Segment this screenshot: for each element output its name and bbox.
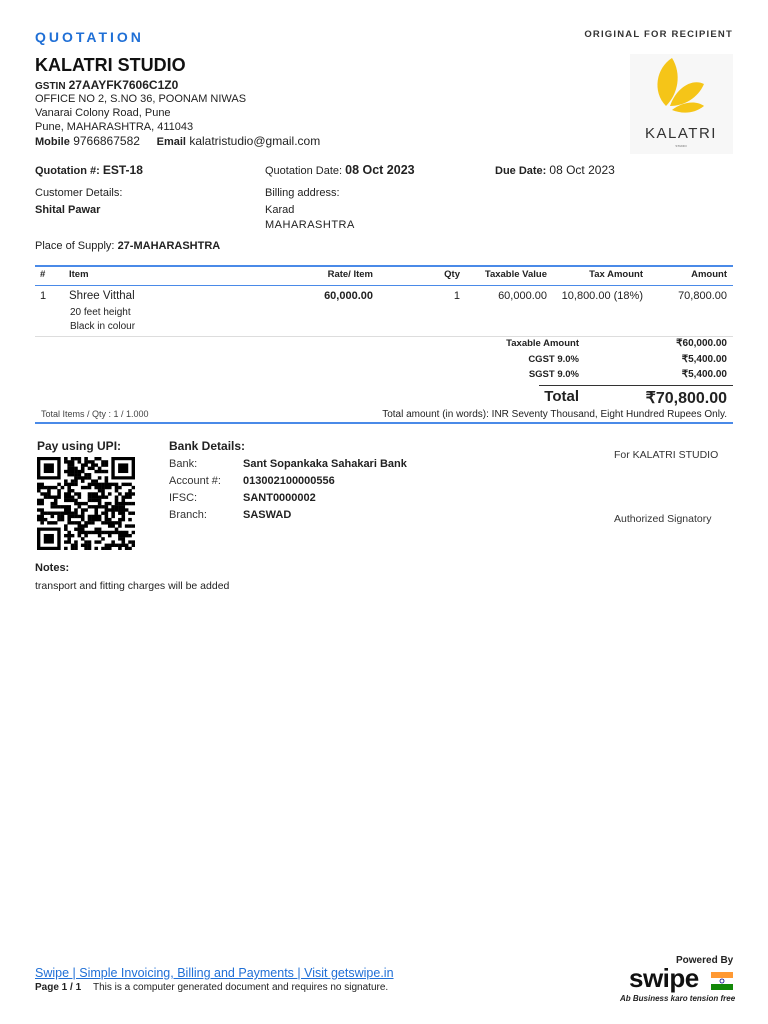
row-qty: 1 bbox=[453, 290, 460, 302]
taxable-amount-value: ₹60,000.00 bbox=[676, 338, 727, 349]
place-of-supply bbox=[35, 240, 220, 252]
powered-by-label: Powered By bbox=[676, 955, 734, 966]
copy-label: ORIGINAL FOR RECIPIENT bbox=[584, 29, 733, 40]
taxable-amount-label: Taxable Amount bbox=[506, 338, 579, 349]
total-value: ₹70,800.00 bbox=[645, 390, 727, 407]
sgst-label: SGST 9.0% bbox=[528, 369, 579, 380]
customer-name: Shital Pawar bbox=[35, 204, 101, 216]
swipe-brand-logo: swipe bbox=[629, 963, 699, 993]
table-row-rule bbox=[35, 336, 733, 337]
header-qty: Qty bbox=[444, 269, 460, 280]
sgst-value: ₹5,400.00 bbox=[681, 369, 727, 380]
row-taxable-value: 60,000.00 bbox=[498, 290, 547, 302]
company-name: KALATRI STUDIO bbox=[35, 55, 186, 75]
row-number: 1 bbox=[40, 290, 47, 302]
email-value: kalatristudio@gmail.com bbox=[189, 134, 321, 148]
address-line: Pune, MAHARASHTRA, 411043 bbox=[35, 121, 194, 133]
due-date-label: Due Date: bbox=[495, 165, 547, 177]
header-taxable-value: Taxable Value bbox=[484, 269, 547, 280]
place-of-supply-value: 27-MAHARASHTRA bbox=[117, 240, 221, 252]
notes-text: transport and fitting charges will be added bbox=[35, 580, 230, 592]
generated-document-note: This is a computer generated document and requires no signature. bbox=[93, 982, 389, 993]
company-logo bbox=[630, 54, 733, 154]
row-item-desc: 20 feet height bbox=[70, 307, 131, 318]
quotation-number-value: EST-18 bbox=[102, 163, 143, 177]
table-header-rule bbox=[35, 285, 733, 286]
address-line: Vanarai Colony Road, Pune bbox=[35, 107, 171, 119]
quotation-number-label: Quotation #: bbox=[35, 165, 100, 177]
due-date bbox=[495, 163, 615, 177]
india-flag-icon bbox=[711, 972, 733, 990]
upi-qr-code bbox=[37, 457, 135, 550]
account-value: 013002100000556 bbox=[243, 475, 335, 487]
row-amount: 70,800.00 bbox=[678, 290, 727, 302]
place-of-supply-label: Place of Supply: bbox=[35, 240, 115, 252]
billing-address-line: Karad bbox=[265, 204, 295, 216]
swipe-tagline: Ab Business karo tension free bbox=[620, 994, 736, 1003]
header-tax-amount: Tax Amount bbox=[589, 269, 643, 280]
due-date-value: 08 Oct 2023 bbox=[549, 163, 615, 177]
ifsc-label: IFSC: bbox=[169, 492, 198, 504]
items-summary: Total Items / Qty : 1 / 1.000 bbox=[41, 409, 149, 419]
bank-label: Bank: bbox=[169, 458, 198, 470]
cgst-value: ₹5,400.00 bbox=[681, 354, 727, 365]
amount-in-words: Total amount (in words): INR Seventy Thousand, Eight Hundred Rupees Only. bbox=[382, 409, 727, 420]
table-top-rule bbox=[35, 265, 733, 267]
email-label: Email bbox=[156, 136, 186, 148]
customer-details-label: Customer Details: bbox=[35, 187, 123, 199]
billing-address-label: Billing address: bbox=[265, 187, 340, 199]
branch-label: Branch: bbox=[169, 509, 207, 521]
upi-label: Pay using UPI: bbox=[37, 439, 122, 453]
bank-details-title: Bank Details: bbox=[169, 439, 246, 453]
branch-value: SASWAD bbox=[243, 509, 292, 521]
ifsc-value: SANT0000002 bbox=[243, 492, 316, 504]
quotation-date bbox=[265, 163, 415, 177]
for-company-label: For KALATRI STUDIO bbox=[614, 449, 719, 461]
header-amount: Amount bbox=[691, 269, 727, 280]
mobile-label: Mobile bbox=[35, 136, 70, 148]
document-type-title: QUOTATION bbox=[35, 29, 144, 45]
quotation-date-value: 08 Oct 2023 bbox=[345, 163, 415, 177]
gstin-label: GSTIN bbox=[35, 81, 66, 92]
table-bottom-rule bbox=[35, 422, 733, 424]
total-rule bbox=[539, 385, 733, 386]
total-label: Total bbox=[544, 388, 579, 405]
quotation-date-label: Quotation Date: bbox=[265, 165, 343, 177]
header-item: Item bbox=[69, 269, 89, 280]
billing-address-line: MAHARASHTRA bbox=[265, 219, 355, 231]
logo-subtext: STUDIO bbox=[675, 144, 687, 148]
company-address bbox=[35, 92, 246, 134]
row-tax-amount: 10,800.00 (18%) bbox=[561, 290, 643, 302]
gstin-value: 27AAYFK7606C1Z0 bbox=[68, 78, 179, 92]
header-rate: Rate/ Item bbox=[327, 269, 373, 280]
address-line: OFFICE NO 2, S.NO 36, POONAM NIWAS bbox=[35, 93, 247, 105]
mobile-value: 9766867582 bbox=[73, 134, 140, 148]
logo-text: KALATRI bbox=[645, 125, 717, 142]
account-label: Account #: bbox=[169, 475, 221, 487]
quotation-number bbox=[35, 163, 143, 177]
company-gstin bbox=[35, 78, 178, 92]
authorized-signatory-label: Authorized Signatory bbox=[614, 513, 712, 525]
row-item-desc: Black in colour bbox=[70, 321, 136, 332]
header-number: # bbox=[40, 269, 46, 280]
swipe-website-link[interactable]: Swipe | Simple Invoicing, Billing and Payments | Visit getswipe.in bbox=[35, 966, 394, 980]
row-item-name: Shree Vitthal bbox=[69, 290, 135, 302]
page-number: Page 1 / 1 bbox=[35, 982, 82, 993]
company-contact bbox=[35, 134, 320, 148]
notes-label: Notes: bbox=[35, 562, 70, 574]
bank-value: Sant Sopankaka Sahakari Bank bbox=[243, 458, 407, 470]
leaf-logo-icon bbox=[630, 54, 733, 154]
qr-code-icon bbox=[37, 457, 135, 550]
row-rate: 60,000.00 bbox=[324, 290, 373, 302]
cgst-label: CGST 9.0% bbox=[528, 354, 579, 365]
